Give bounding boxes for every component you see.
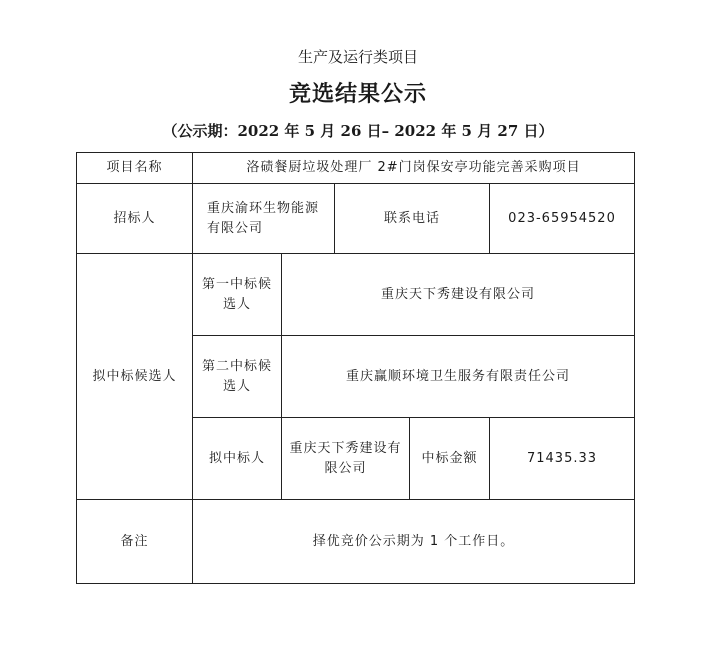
table-row bbox=[77, 153, 635, 184]
first-candidate-label: 第一中标候选人 bbox=[193, 254, 282, 336]
second-candidate-value: 重庆赢顺环境卫生服务有限责任公司 bbox=[282, 336, 635, 418]
table-row bbox=[77, 254, 635, 336]
amount-label: 中标金额 bbox=[410, 418, 490, 500]
tenderer-label: 招标人 bbox=[77, 184, 193, 254]
amount-value: 71435.33 bbox=[490, 418, 635, 500]
second-candidate-label: 第二中标候选人 bbox=[193, 336, 282, 418]
tenderer-value: 重庆渝环生物能源有限公司 bbox=[193, 184, 335, 254]
phone-label: 联系电话 bbox=[335, 184, 490, 254]
project-category: 生产及运行类项目 bbox=[297, 48, 418, 66]
remark-label: 备注 bbox=[77, 500, 193, 584]
table-row bbox=[77, 500, 635, 584]
project-name-label: 项目名称 bbox=[77, 153, 193, 184]
project-name-value: 洛碛餐厨垃圾处理厂 2#门岗保安亭功能完善采购项目 bbox=[193, 153, 635, 184]
remark-value: 择优竞价公示期为 1 个工作日。 bbox=[193, 500, 635, 584]
result-table bbox=[76, 152, 635, 584]
winner-value: 重庆天下秀建设有限公司 bbox=[282, 418, 410, 500]
candidates-label: 拟中标候选人 bbox=[77, 254, 193, 500]
table-row bbox=[77, 184, 635, 254]
page-title: 竞选结果公示 bbox=[288, 81, 427, 107]
winner-label: 拟中标人 bbox=[193, 418, 282, 500]
first-candidate-value: 重庆天下秀建设有限公司 bbox=[282, 254, 635, 336]
phone-value: 023-65954520 bbox=[490, 184, 635, 254]
publicity-period: （公示期：2022 年 5 月 26 日– 2022 年 5 月 27 日） bbox=[162, 122, 554, 140]
